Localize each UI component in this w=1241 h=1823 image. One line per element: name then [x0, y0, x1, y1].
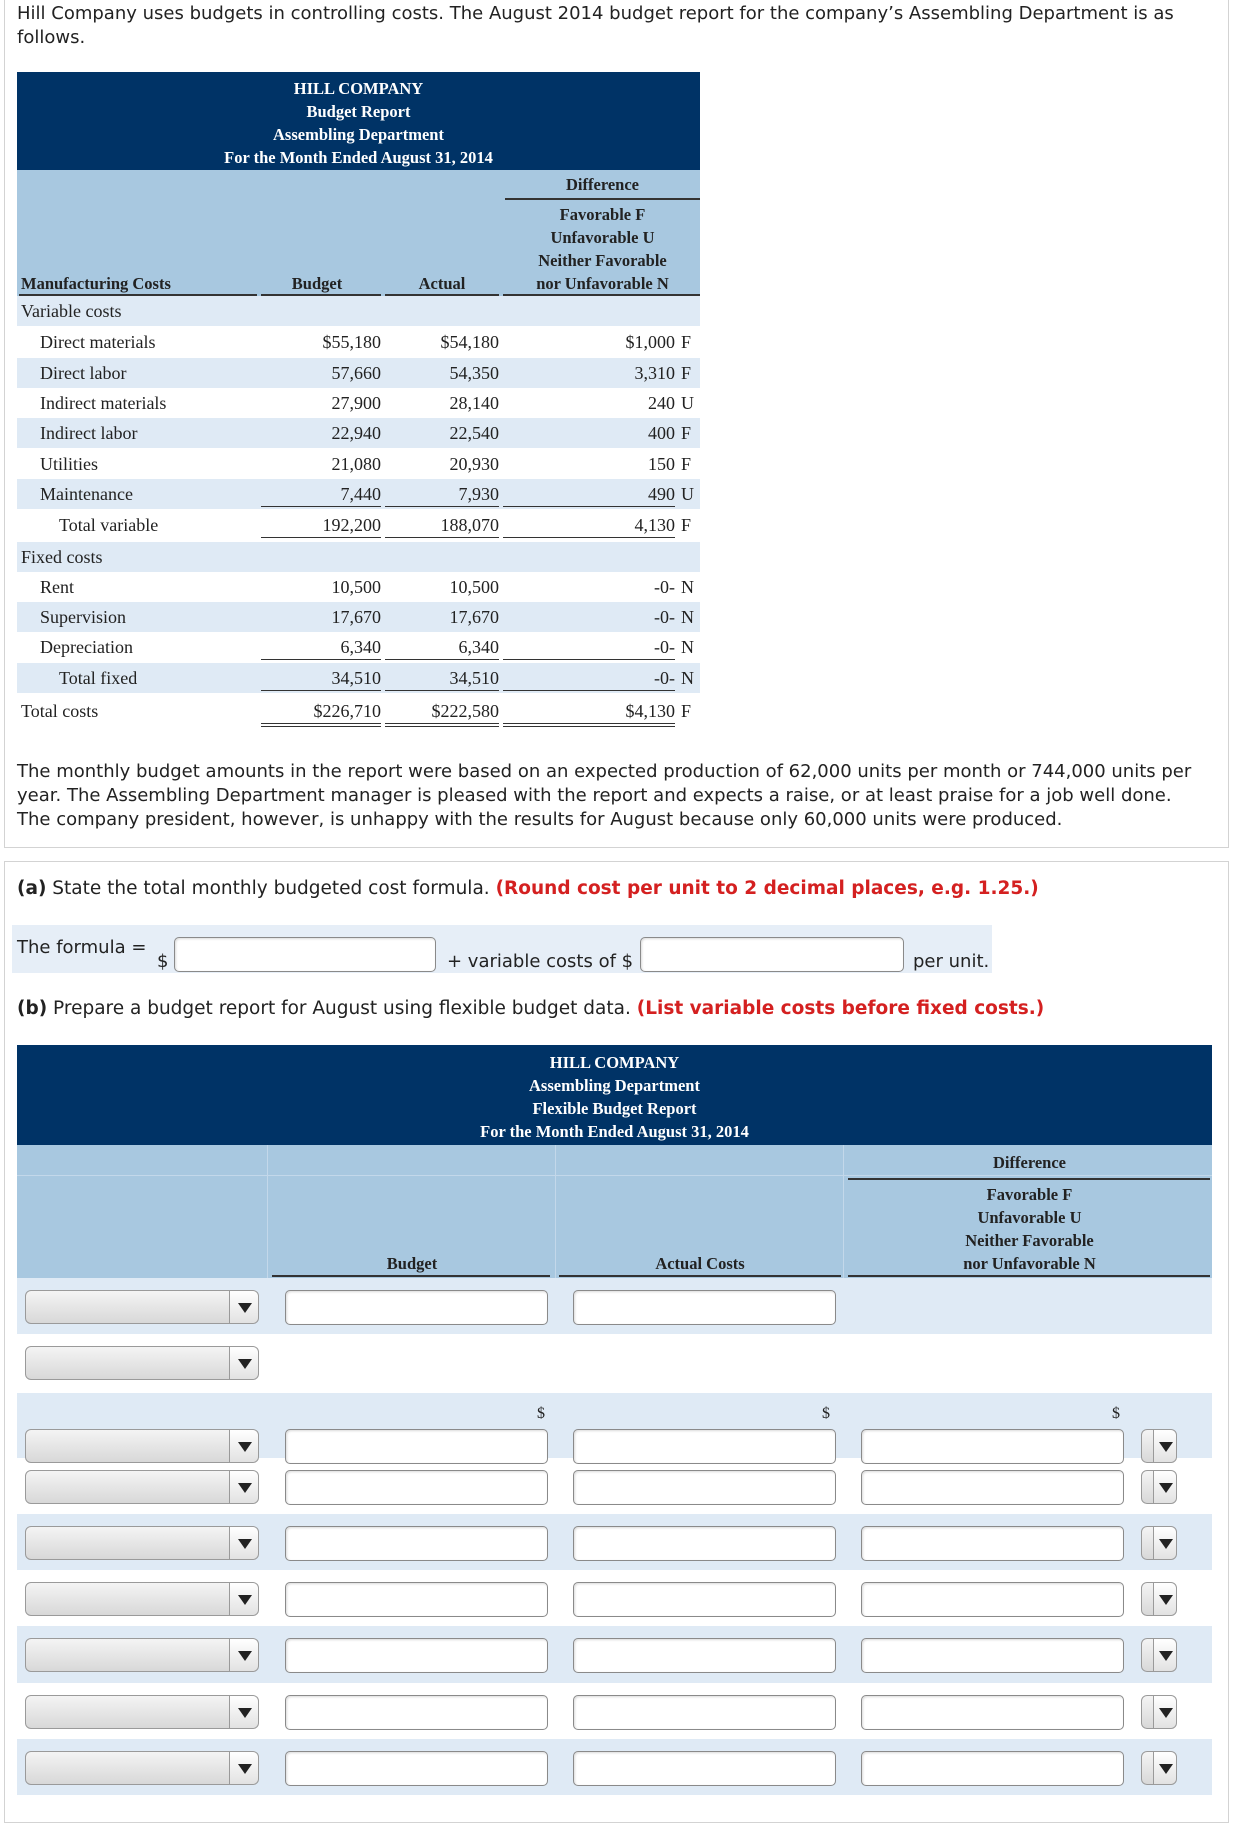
- row-actual: 10,500: [449, 577, 499, 597]
- row-difference: -0-: [503, 635, 675, 660]
- report-row: [17, 327, 700, 357]
- flex-col-diff-sub3: Neither Favorable: [965, 1231, 1094, 1250]
- row-budget: $55,180: [322, 332, 381, 352]
- flex-title: Flexible Budget Report: [532, 1099, 697, 1118]
- dropdown-arrow-icon: [229, 1583, 258, 1615]
- flex-row: [17, 1739, 1212, 1795]
- report-row: [17, 602, 700, 632]
- row-label: Indirect labor: [40, 423, 138, 443]
- flex-col-difference: Difference: [993, 1153, 1066, 1172]
- cost-item-select[interactable]: [25, 1751, 259, 1785]
- fixed-cost-input[interactable]: [174, 937, 436, 972]
- row-label: Total fixed: [59, 668, 138, 688]
- dropdown-arrow-icon: [1153, 1696, 1176, 1728]
- formula-mid-text: + variable costs of $: [447, 951, 634, 972]
- row-difference: 490: [503, 482, 675, 507]
- variable-rate-input[interactable]: [640, 937, 904, 972]
- report-row: [17, 510, 700, 540]
- fun-code-select[interactable]: [1141, 1470, 1177, 1504]
- report-row: [17, 296, 700, 326]
- row-label: Total variable: [59, 515, 159, 535]
- report-dept: Assembling Department: [273, 125, 444, 144]
- flex-col-diff-sub2: Unfavorable U: [977, 1208, 1082, 1227]
- row-fun-code: F: [681, 363, 692, 383]
- flex-row: [17, 1683, 1212, 1739]
- flex-col-actual: Actual Costs: [655, 1254, 745, 1273]
- row-budget: $226,710: [261, 699, 381, 727]
- actual-input[interactable]: [573, 1638, 836, 1673]
- cost-item-select[interactable]: [25, 1582, 259, 1616]
- row-fun-code: N: [681, 668, 694, 688]
- row-label: Depreciation: [40, 637, 133, 657]
- row-label: Indirect materials: [40, 393, 167, 413]
- actual-input[interactable]: [573, 1751, 836, 1786]
- row-actual: 34,510: [385, 666, 499, 691]
- flex-col-diff-sub4: nor Unfavorable N: [963, 1254, 1096, 1273]
- row-actual: 17,670: [449, 607, 499, 627]
- report-row: [17, 542, 700, 572]
- col-diff-sub4: nor Unfavorable N: [536, 274, 669, 293]
- report-title: Budget Report: [306, 102, 411, 121]
- col-diff-sub2: Unfavorable U: [550, 228, 655, 247]
- row-difference: 3,310: [634, 363, 675, 383]
- row-label: Direct labor: [40, 363, 127, 383]
- flex-body: [17, 1278, 1212, 1818]
- budget-input[interactable]: [285, 1526, 548, 1561]
- dropdown-arrow-icon: [1153, 1752, 1176, 1784]
- report-company: HILL COMPANY: [293, 79, 424, 98]
- cost-item-select[interactable]: [25, 1346, 259, 1380]
- fun-code-select[interactable]: [1141, 1638, 1177, 1672]
- dropdown-arrow-icon: [1153, 1639, 1176, 1671]
- row-difference: 240: [648, 393, 675, 413]
- report-row: [17, 696, 700, 726]
- dropdown-arrow-icon: [1153, 1527, 1176, 1559]
- dropdown-arrow-icon: [229, 1471, 258, 1503]
- report-row: [17, 479, 700, 509]
- row-label: Direct materials: [40, 332, 156, 352]
- flex-row: [17, 1570, 1212, 1626]
- row-fun-code: F: [681, 454, 692, 474]
- row-label: Maintenance: [40, 484, 133, 504]
- fun-code-select[interactable]: [1141, 1582, 1177, 1616]
- row-difference: -0-: [503, 666, 675, 691]
- cost-item-select[interactable]: [25, 1526, 259, 1560]
- cost-item-select[interactable]: [25, 1470, 259, 1504]
- row-difference: -0-: [654, 577, 675, 597]
- flex-col-budget: Budget: [386, 1254, 438, 1273]
- flex-row: [17, 1393, 1212, 1458]
- report-body: [17, 296, 700, 736]
- row-actual: 20,930: [449, 454, 499, 474]
- flex-header: [17, 1045, 1212, 1145]
- budget-report-table: [17, 72, 700, 736]
- difference-input[interactable]: [861, 1582, 1124, 1617]
- dropdown-arrow-icon: [229, 1696, 258, 1728]
- budget-dollar: $: [537, 1405, 545, 1422]
- part-a-text: State the total monthly budgeted cost formula.: [52, 878, 490, 899]
- row-budget: 192,200: [261, 513, 381, 538]
- formula-dollar: $: [157, 951, 169, 972]
- row-budget: 57,660: [331, 363, 381, 383]
- difference-input[interactable]: [861, 1638, 1124, 1673]
- row-difference: $1,000: [625, 332, 675, 352]
- row-label: Variable costs: [21, 301, 122, 321]
- dropdown-arrow-icon: [229, 1639, 258, 1671]
- row-difference: $4,130: [503, 699, 675, 727]
- actual-input[interactable]: [573, 1526, 836, 1561]
- row-budget: 6,340: [261, 635, 381, 660]
- row-difference: 150: [648, 454, 675, 474]
- row-difference: -0-: [654, 607, 675, 627]
- fun-code-select[interactable]: [1141, 1695, 1177, 1729]
- budget-input[interactable]: [285, 1638, 548, 1673]
- dropdown-arrow-icon: [229, 1752, 258, 1784]
- report-row: [17, 632, 700, 662]
- dropdown-arrow-icon: [229, 1347, 258, 1379]
- row-actual: $222,580: [385, 699, 499, 727]
- formula-end-text: per unit.: [913, 951, 990, 972]
- row-difference: 400: [648, 423, 675, 443]
- row-fun-code: F: [681, 515, 692, 535]
- actual-input[interactable]: [573, 1290, 836, 1325]
- flex-dept: Assembling Department: [529, 1076, 700, 1095]
- part-a-question: [17, 878, 1039, 899]
- actual-dollar: $: [822, 1405, 830, 1422]
- report-column-header: [17, 170, 700, 296]
- difference-dollar: $: [1112, 1405, 1120, 1422]
- row-label: Fixed costs: [21, 547, 103, 567]
- intro-text: Hill Company uses budgets in controlling costs. The August 2014 budget report for the company’s Assembling Department is as follows.: [17, 3, 1174, 48]
- part-a-hint: (Round cost per unit to 2 decimal places, e.g. 1.25.): [495, 878, 1039, 899]
- budget-input[interactable]: [285, 1582, 548, 1617]
- row-actual: $54,180: [440, 332, 499, 352]
- row-actual: 22,540: [449, 423, 499, 443]
- col-actual: Actual: [418, 274, 466, 293]
- flex-row: [17, 1278, 1212, 1334]
- budget-input[interactable]: [285, 1695, 548, 1730]
- flex-row: [17, 1514, 1212, 1570]
- fun-code-select[interactable]: [1141, 1526, 1177, 1560]
- row-actual: 54,350: [449, 363, 499, 383]
- flex-row: [17, 1458, 1212, 1514]
- budget-input[interactable]: [285, 1751, 548, 1786]
- row-budget: 10,500: [331, 577, 381, 597]
- actual-input[interactable]: [573, 1695, 836, 1730]
- report-period: For the Month Ended August 31, 2014: [224, 148, 493, 167]
- row-label: Utilities: [40, 454, 98, 474]
- row-label: Rent: [40, 577, 74, 597]
- flex-row: [17, 1626, 1212, 1683]
- part-a-label: (a): [17, 878, 47, 899]
- flex-col-diff-sub1: Favorable F: [986, 1185, 1073, 1204]
- row-budget: 34,510: [261, 666, 381, 691]
- part-b-hint: (List variable costs before fixed costs.): [636, 998, 1045, 1019]
- actual-input[interactable]: [573, 1582, 836, 1617]
- row-budget: 27,900: [331, 393, 381, 413]
- dropdown-arrow-icon: [229, 1291, 258, 1323]
- report-row: [17, 449, 700, 479]
- row-budget: 21,080: [331, 454, 381, 474]
- flex-row: [17, 1334, 1212, 1393]
- row-budget: 17,670: [331, 607, 381, 627]
- flex-company: HILL COMPANY: [549, 1053, 680, 1072]
- difference-input[interactable]: [861, 1526, 1124, 1561]
- dropdown-arrow-icon: [1153, 1583, 1176, 1615]
- row-fun-code: N: [681, 577, 694, 597]
- report-row: [17, 418, 700, 448]
- dropdown-arrow-icon: [229, 1527, 258, 1559]
- report-row: [17, 572, 700, 602]
- row-actual: 6,340: [385, 635, 499, 660]
- cost-item-select[interactable]: [25, 1638, 259, 1672]
- flexible-budget-table: [17, 1045, 1212, 1818]
- cost-item-select[interactable]: [25, 1290, 259, 1324]
- dropdown-arrow-icon: [1153, 1471, 1176, 1503]
- row-fun-code: N: [681, 607, 694, 627]
- scenario-paragraph: The monthly budget amounts in the report were based on an expected production of 62,000 units per month or 744,000 units per year. The Assembling Department manager is pleased with the report and expects a raise, or at least praise for a job well done. The company president, however, is unhappy with the results for August because only 60,000 units were produced.: [17, 761, 1192, 830]
- cost-item-select[interactable]: [25, 1695, 259, 1729]
- row-fun-code: F: [681, 701, 692, 721]
- report-row: [17, 663, 700, 693]
- row-fun-code: F: [681, 332, 692, 352]
- part-b-question: [17, 998, 1044, 1019]
- row-label: Total costs: [21, 701, 99, 721]
- difference-input[interactable]: [861, 1470, 1124, 1505]
- row-budget: 22,940: [331, 423, 381, 443]
- col-budget: Budget: [291, 274, 343, 293]
- row-budget: 7,440: [261, 482, 381, 507]
- difference-input[interactable]: [861, 1695, 1124, 1730]
- row-actual: 188,070: [385, 513, 499, 538]
- difference-input[interactable]: [861, 1751, 1124, 1786]
- actual-input[interactable]: [573, 1470, 836, 1505]
- part-b-label: (b): [17, 998, 48, 1019]
- col-mfg: Manufacturing Costs: [21, 274, 171, 293]
- budget-input[interactable]: [285, 1290, 548, 1325]
- row-fun-code: U: [681, 484, 694, 504]
- row-difference: 4,130: [503, 513, 675, 538]
- report-row: [17, 388, 700, 418]
- col-diff-sub1: Favorable F: [559, 205, 646, 224]
- col-diff-sub3: Neither Favorable: [538, 251, 667, 270]
- row-fun-code: N: [681, 637, 694, 657]
- flex-period: For the Month Ended August 31, 2014: [480, 1122, 749, 1141]
- formula-label: The formula =: [17, 937, 147, 958]
- flex-column-header: [17, 1145, 1212, 1278]
- part-b-text: Prepare a budget report for August using flexible budget data.: [53, 998, 631, 1019]
- row-actual: 28,140: [449, 393, 499, 413]
- row-fun-code: U: [681, 393, 694, 413]
- row-fun-code: F: [681, 423, 692, 443]
- report-row: [17, 358, 700, 388]
- row-actual: 7,930: [385, 482, 499, 507]
- budget-input[interactable]: [285, 1470, 548, 1505]
- col-difference: Difference: [566, 175, 639, 194]
- report-header: [17, 72, 700, 170]
- row-label: Supervision: [40, 607, 127, 627]
- fun-code-select[interactable]: [1141, 1751, 1177, 1785]
